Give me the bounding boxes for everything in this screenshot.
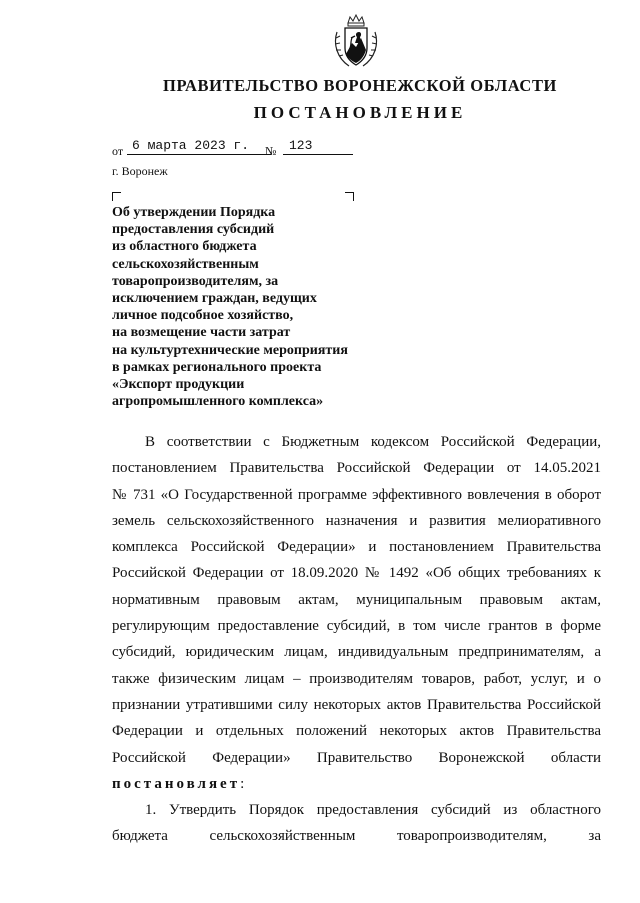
body-line: также физическим лицам – производителям товаров, работ, услуг, и о xyxy=(112,670,601,687)
decree-line xyxy=(112,771,601,797)
document-body xyxy=(112,429,601,850)
subject-line: сельскохозяйственным xyxy=(112,256,259,272)
city-name: г. Воронеж xyxy=(112,164,168,178)
date-value: 6 марта 2023 г. xyxy=(132,138,250,153)
date-label: от xyxy=(112,144,124,158)
subject-line: Об утверждении Порядка xyxy=(112,205,276,220)
subject-line: в рамках регионального проекта xyxy=(112,359,322,375)
item-line: 1. Утвердить Порядок предоставления субсидий из областного xyxy=(145,802,601,819)
coat-of-arms-emblem xyxy=(331,14,381,70)
corner-mark-left xyxy=(112,192,121,201)
subject-line: из областного бюджета xyxy=(112,239,257,255)
subject-line: агропромышленного комплекса» xyxy=(112,394,324,410)
subject-line: на культуртехнические мероприятия xyxy=(112,342,348,358)
body-line: Российской Федерации» Правительство Воронежской области xyxy=(112,749,601,766)
item-line: бюджета сельскохозяйственным товаропроизводителям, за xyxy=(112,828,601,845)
document-subject xyxy=(112,204,382,410)
number-label: № xyxy=(265,144,277,158)
body-line: постановлением Правительства Российской Федерации от 14.05.2021 xyxy=(112,460,601,477)
corner-mark-right xyxy=(345,192,354,201)
date-underline xyxy=(127,154,271,155)
body-line: комплекса Российской Федерации» и постановлением Правительства xyxy=(112,539,601,556)
body-line: № 731 «О Государственной программе эффективного вовлечения в оборот xyxy=(112,486,601,503)
document-type-title: ПОСТАНОВЛЕНИЕ xyxy=(253,103,467,122)
government-title: ПРАВИТЕЛЬСТВО ВОРОНЕЖСКОЙ ОБЛАСТИ xyxy=(163,76,557,95)
body-line: нормативным правовым актам, муниципальным правовым актам, xyxy=(112,591,601,608)
body-line: признании утратившими силу некоторых актов Правительства Российской xyxy=(112,696,601,713)
decree-suffix: : xyxy=(240,775,245,792)
subject-line: на возмещение части затрат xyxy=(112,325,291,341)
body-line: регулирующим предоставление субсидий, в том числе грантов в форме xyxy=(112,618,601,635)
body-line: В соответствии с Бюджетным кодексом Российской Федерации, xyxy=(145,434,601,450)
body-line: земель сельскохозяйственного назначения и развития мелиоративного xyxy=(112,512,601,529)
subject-line: предоставления субсидий xyxy=(112,222,275,238)
number-value: 123 xyxy=(289,138,313,153)
subject-line: исключением граждан, ведущих xyxy=(112,291,317,307)
subject-line: товаропроизводителям, за xyxy=(112,273,279,289)
body-line: Федерации и отдельных положений некоторых актов Правительства xyxy=(112,723,601,740)
subject-line: «Экспорт продукции xyxy=(112,377,245,393)
number-underline xyxy=(283,154,353,155)
subject-line: личное подсобное хозяйство, xyxy=(112,308,294,324)
decree-word: постановляет xyxy=(112,775,241,792)
body-line: Российской Федерации от 18.09.2020 № 1492 «Об общих требованиях к xyxy=(112,565,601,582)
body-line: субсидий, юридическим лицам, индивидуальным предпринимателям, а xyxy=(112,644,601,661)
